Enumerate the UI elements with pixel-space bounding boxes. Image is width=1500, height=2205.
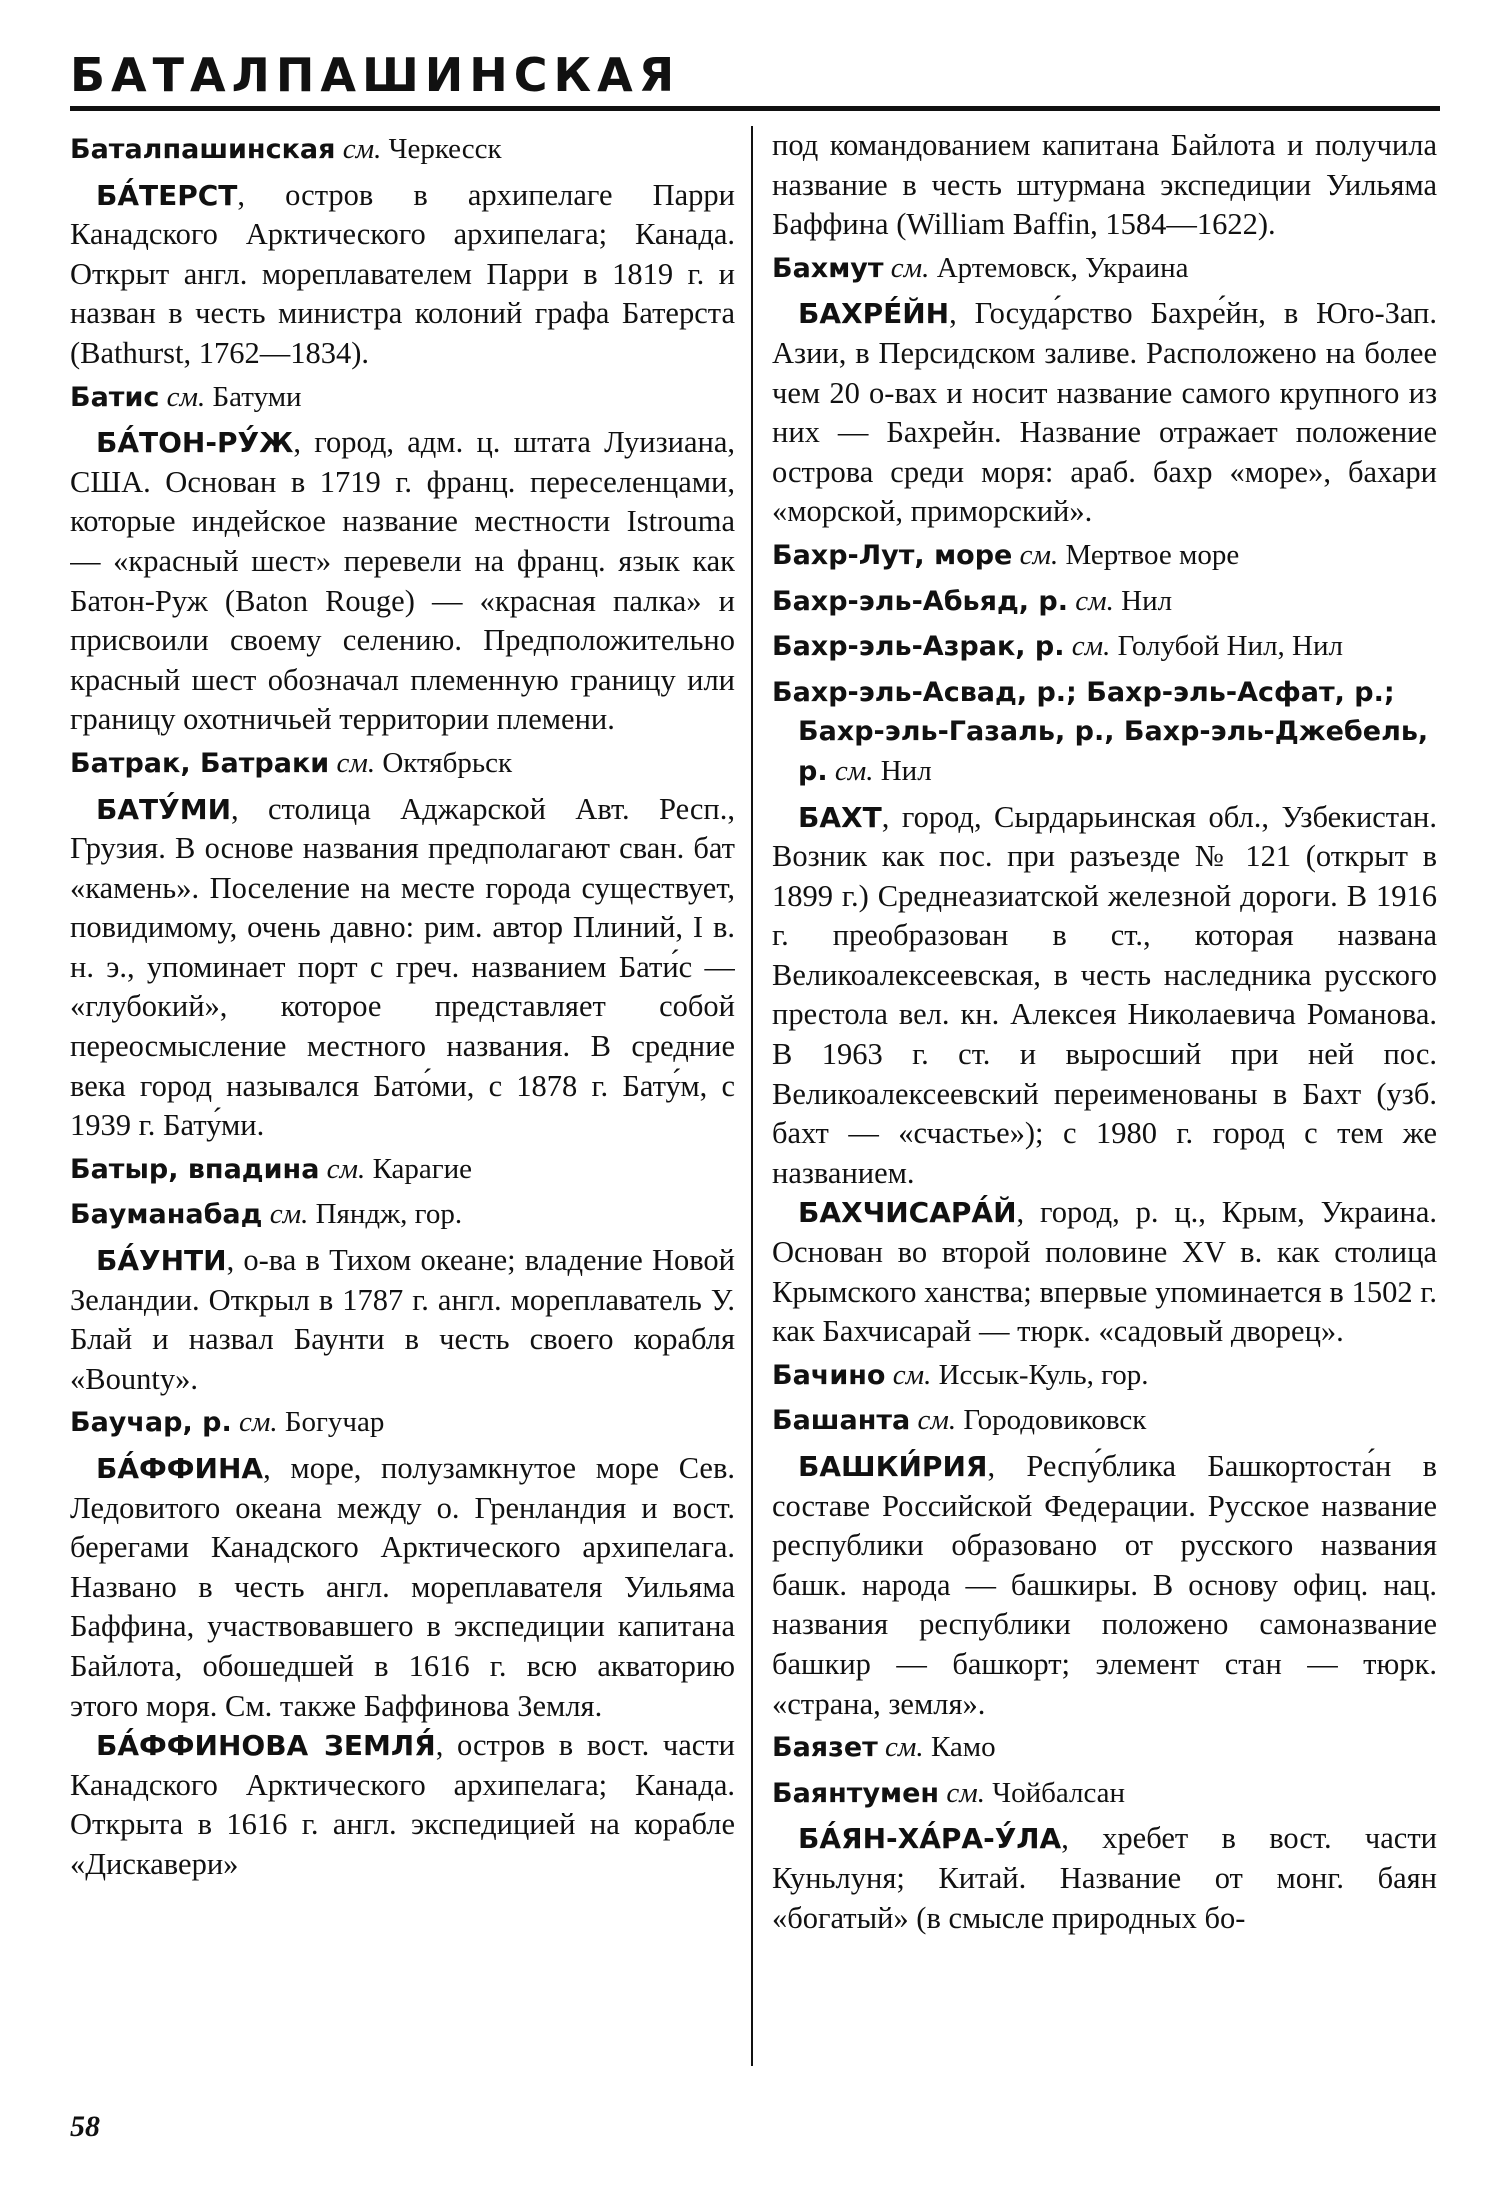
entry-headword: Бауманабад xyxy=(70,1199,263,1231)
entry-headword: БА́ТОН-РУ́Ж xyxy=(96,426,294,460)
entry-headword: БАТУ́МИ xyxy=(96,792,231,826)
see-marker: см. xyxy=(1075,584,1114,617)
see-marker: см. xyxy=(892,1358,932,1391)
see-marker: см. xyxy=(1071,630,1111,663)
dictionary-entry xyxy=(772,798,1437,1194)
entry-text: Нил xyxy=(1113,584,1173,617)
entry-text: , о-ва в Тихом океане; владение Новой Зеландии. Открыл в 1787 г. англ. мореплаватель У. Блай и назвал Баунти в честь своего корабля «Bounty». xyxy=(70,1243,735,1396)
dictionary-entry xyxy=(70,790,735,1146)
see-marker: см. xyxy=(885,1731,924,1764)
entry-text: под командованием капитана Байлота и получила название в честь штурмана экспедиции Уильяма Баффина (William Baffin, 1584—1622). xyxy=(772,128,1437,242)
entry-headword: БАШКИ́РИЯ xyxy=(798,1450,988,1483)
ref-entry xyxy=(70,378,735,418)
dictionary-entry xyxy=(70,1726,735,1884)
see-marker: см. xyxy=(834,754,874,787)
see-marker: см. xyxy=(326,1152,366,1185)
entry-text: Городовиковск xyxy=(956,1404,1147,1437)
entry-continuation xyxy=(772,126,1437,245)
entry-headword: Бахр-Лут, море xyxy=(772,539,1013,571)
ref-entry xyxy=(772,1774,1437,1814)
entry-headword: БАХТ xyxy=(798,800,882,834)
left-column xyxy=(70,126,735,2086)
entry-text: Октябрьск xyxy=(375,746,513,779)
entry-text: , город, р. ц., Крым, Украина. Основан во второй половине XV в. как столица Крымского ханства; впервые упоминается в 1502 г. как Бахчисарай — тюрк. «садовый дворец». xyxy=(772,1195,1437,1349)
entry-text: Черкесск xyxy=(381,133,502,165)
entry-text: Богучар xyxy=(277,1406,385,1439)
see-marker: см. xyxy=(342,133,382,165)
ref-entry xyxy=(70,130,735,170)
ref-entry xyxy=(772,1401,1437,1441)
column-divider xyxy=(751,126,753,2066)
page-number: 58 xyxy=(70,2110,100,2143)
entry-text: Нил xyxy=(873,754,932,787)
dictionary-entry xyxy=(772,1447,1437,1724)
entry-text: Чойбалсан xyxy=(984,1776,1126,1809)
dictionary-entry xyxy=(70,176,735,374)
entry-headword: БАХРЕ́ЙН xyxy=(798,297,950,331)
entry-headword: Бахр-эль-Азрак, р. xyxy=(772,631,1065,663)
right-column xyxy=(772,126,1437,2086)
see-marker: см. xyxy=(946,1776,985,1809)
entry-text: Голубой Нил, Нил xyxy=(1110,630,1343,663)
dictionary-entry xyxy=(70,1449,735,1726)
see-marker: см. xyxy=(238,1406,278,1439)
entry-headword: БАХЧИСАРА́Й xyxy=(798,1196,1017,1230)
ref-entry xyxy=(70,1195,735,1235)
dictionary-entry xyxy=(70,1241,735,1399)
entry-text: Пяндж, гор. xyxy=(308,1198,463,1231)
ref-entry xyxy=(772,582,1437,622)
entry-headword: Батыр, впадина xyxy=(70,1153,320,1185)
entry-headword: Бачино xyxy=(772,1359,886,1391)
entry-text: Камо xyxy=(923,1731,996,1764)
ref-entry xyxy=(772,673,1437,792)
entry-headword: БА́УНТИ xyxy=(96,1244,227,1278)
entry-headword: Баянтумен xyxy=(772,1777,940,1809)
entry-text: , остров в архипелаге Парри Канадского Арктического архипелага; Канада. Открыт англ. мореплавателем Парри в 1819 г. и назван в честь министра колоний графа Батерста (Bathurst, 1762—1834). xyxy=(70,177,735,370)
entry-text: , столица Аджарской Авт. Респ., Грузия. В основе названия предполагают сван. бат «камень». Поселение на месте города существует, повидимому, очень давно: рим. автор Плиний, I в. н. э., упоминает порт с греч. названием Бати́с — «глубокий», которое представляет собой переосмысление местного названия. В средние века город назывался Бато́ми, с 1878 г. Бату́м, с 1939 г. Бату́ми. xyxy=(70,791,735,1143)
ref-entry xyxy=(772,627,1437,667)
dictionary-entry xyxy=(70,423,735,740)
ref-entry xyxy=(70,1403,735,1443)
ref-entry xyxy=(772,1356,1437,1396)
entry-text: , Респу́блика Башкортоста́н в составе Российской Федерации. Русское название республики образовано от русского названия башк. народа — башкиры. В основу офиц. нац. названия республики положено самоназвание башкир — башкорт; элемент стан — тюрк. «страна, земля». xyxy=(772,1449,1437,1721)
entry-headword: Батис xyxy=(70,381,160,413)
see-marker: см. xyxy=(1019,538,1059,571)
entry-text: Батуми xyxy=(205,380,302,413)
entry-headword: БА́ТЕРСТ xyxy=(96,178,238,212)
page-header xyxy=(70,38,1440,111)
page-title: БАТАЛПАШИНСКАЯ xyxy=(70,48,681,102)
entry-text: , хребет в вост. части Куньлуня; Китай. Название от монг. баян «богатый» (в смысле природных бо- xyxy=(772,1821,1437,1935)
see-marker: см. xyxy=(890,251,930,284)
entry-headword: БА́ЯН-ХА́РА-У́ЛА xyxy=(798,1822,1062,1856)
ref-entry xyxy=(772,536,1437,576)
entry-headword: Башанта xyxy=(772,1405,911,1437)
entry-text: Карагие xyxy=(365,1152,473,1185)
entry-text: Иссык-Куль, гор. xyxy=(931,1358,1149,1391)
see-marker: см. xyxy=(336,746,376,779)
dictionary-entry xyxy=(772,1819,1437,1938)
entry-headword: Баучар, р. xyxy=(70,1407,232,1439)
ref-entry xyxy=(70,1150,735,1190)
entry-text: Мертвое море xyxy=(1058,538,1240,571)
entry-text: , остров в вост. части Канадского Арктического архипелага; Канада. Открыта в 1616 г. англ. экспедицией на корабле «Дискавери» xyxy=(70,1728,735,1881)
entry-headword: Бахмут xyxy=(772,252,884,284)
entry-headword: Баталпашинская xyxy=(70,134,336,165)
ref-entry xyxy=(70,744,735,784)
entry-headword: БА́ФФИНА xyxy=(96,1452,264,1485)
entry-headword: Бахр-эль-Асвад, р.; Бахр-эль-Асфат, р.; Бахр-эль-Газаль, р., Бахр-эль-Джебель, р. xyxy=(772,676,1429,787)
entry-text: , город, адм. ц. штата Луизиана, США. Основан в 1719 г. франц. переселенцами, которые индейское название местности Istrouma — «красный шест» перевели на франц. язык как Батон-Руж (Baton Rouge) — «красная палка» и присвоили своему селению. Предположительно красный шест обозначал племенную границу или границу охотничьей территории племени. xyxy=(70,425,735,737)
entry-headword: Батрак, Батраки xyxy=(70,747,330,779)
see-marker: см. xyxy=(269,1198,309,1231)
ref-entry xyxy=(772,1728,1437,1768)
ref-entry xyxy=(772,249,1437,289)
see-marker: см. xyxy=(917,1404,957,1437)
dictionary-entry xyxy=(772,1193,1437,1351)
entry-text: Артемовск, Украина xyxy=(929,251,1189,284)
entry-headword: БА́ФФИНОВА ЗЕМЛЯ́ xyxy=(96,1729,436,1763)
entry-text: , город, Сырдарьинская обл., Узбекистан. Возник как пос. при разъезде № 121 (открыт в 1899 г.) Среднеазиатской железной дороги. В 1916 г. преобразован в ст., которая названа Великоалексеевская, в честь наследника русского престола вел. кн. Алексея Николаевича Романова. В 1963 г. ст. и выросший при ней пос. Великоалексеевский переименованы в Бахт (узб. бахт — «счастье»); с 1980 г. город с тем же названием. xyxy=(772,799,1437,1190)
dictionary-entry xyxy=(772,294,1437,532)
entry-headword: Бахр-эль-Абьяд, р. xyxy=(772,585,1069,617)
entry-text: , море, полузамкнутое море Сев. Ледовитого океана между о. Гренландия и вост. берегами Канадского Арктического архипелага. Названо в честь англ. мореплавателя Уильяма Баффина, участвовавшего в экспедиции капитана Байлота, обошедшей в 1616 г. всю акваторию этого моря. См. также Баффинова Земля. xyxy=(70,1451,735,1723)
see-marker: см. xyxy=(166,380,206,413)
entry-headword: Баязет xyxy=(772,1732,878,1764)
entry-text: , Госуда́рство Бахре́йн, в Юго-Зап. Азии, в Персидском заливе. Расположено на более чем 20 о-вах и носит название самого крупного из них — Бахрейн. Название отражает положение острова среди моря: араб. бахр «море», бахари «морской, приморский». xyxy=(772,296,1437,529)
